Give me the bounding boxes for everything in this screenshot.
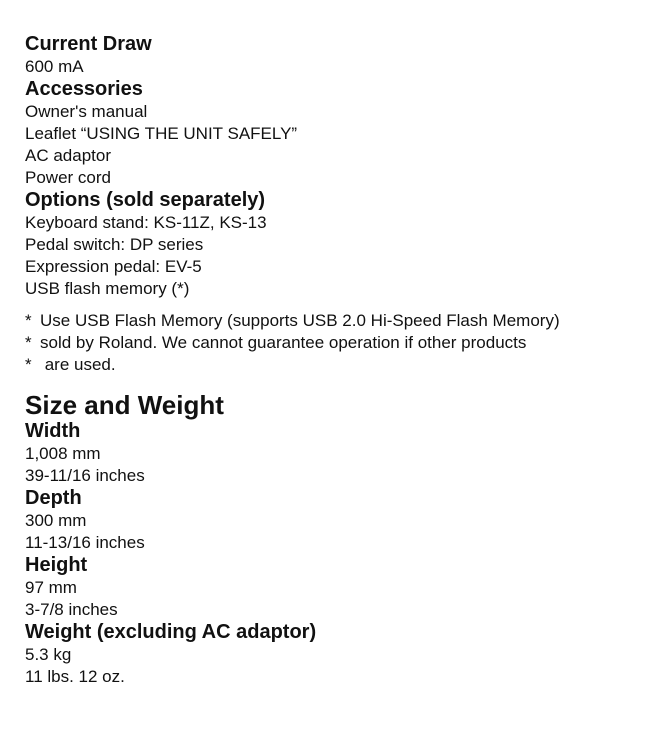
depth-heading: Depth xyxy=(25,487,82,509)
accessory-item: Owner's manual xyxy=(25,102,148,121)
footnote-text: Use USB Flash Memory (supports USB 2.0 Hi-Speed Flash Memory) xyxy=(40,311,560,330)
asterisk-mark: * xyxy=(25,333,32,352)
weight-heading: Weight (excluding AC adaptor) xyxy=(25,621,317,643)
option-item: Expression pedal: EV-5 xyxy=(25,257,202,276)
option-item: Pedal switch: DP series xyxy=(25,235,204,254)
height-mm: 97 mm xyxy=(25,578,77,597)
footnote-line xyxy=(25,310,655,332)
footnotes xyxy=(25,310,655,376)
asterisk-mark: * xyxy=(25,355,32,374)
weight-kg: 5.3 kg xyxy=(25,645,72,664)
spacer xyxy=(25,376,655,390)
width-heading: Width xyxy=(25,420,81,442)
height-heading: Height xyxy=(25,554,88,576)
height-inches: 3-7/8 inches xyxy=(25,600,118,619)
section-options xyxy=(25,189,655,300)
width-inches: 39-11/16 inches xyxy=(25,466,145,485)
footnote-text: are used. xyxy=(40,355,116,374)
depth-inches: 11-13/16 inches xyxy=(25,533,145,552)
size-weight-title: Size and Weight xyxy=(25,390,224,420)
spacer xyxy=(25,300,655,310)
option-item: Keyboard stand: KS-11Z, KS-13 xyxy=(25,213,267,232)
section-current-draw xyxy=(25,33,655,78)
spec-page xyxy=(25,33,655,688)
section-accessories xyxy=(25,78,655,189)
section-size-weight xyxy=(25,390,655,688)
option-item: USB flash memory (*) xyxy=(25,279,190,298)
footnote-text: sold by Roland. We cannot guarantee operation if other products xyxy=(40,333,527,352)
accessory-item: Power cord xyxy=(25,168,111,187)
width-mm: 1,008 mm xyxy=(25,444,101,463)
accessory-item: Leaflet “USING THE UNIT SAFELY” xyxy=(25,124,298,143)
accessory-item: AC adaptor xyxy=(25,146,111,165)
asterisk-mark: * xyxy=(25,311,32,330)
current-draw-value: 600 mA xyxy=(25,57,84,76)
footnote-line xyxy=(25,332,655,354)
options-heading: Options (sold separately) xyxy=(25,189,266,211)
accessories-heading: Accessories xyxy=(25,78,143,100)
current-draw-heading: Current Draw xyxy=(25,33,152,55)
weight-lbs: 11 lbs. 12 oz. xyxy=(25,667,125,686)
footnote-line xyxy=(25,354,655,376)
depth-mm: 300 mm xyxy=(25,511,87,530)
